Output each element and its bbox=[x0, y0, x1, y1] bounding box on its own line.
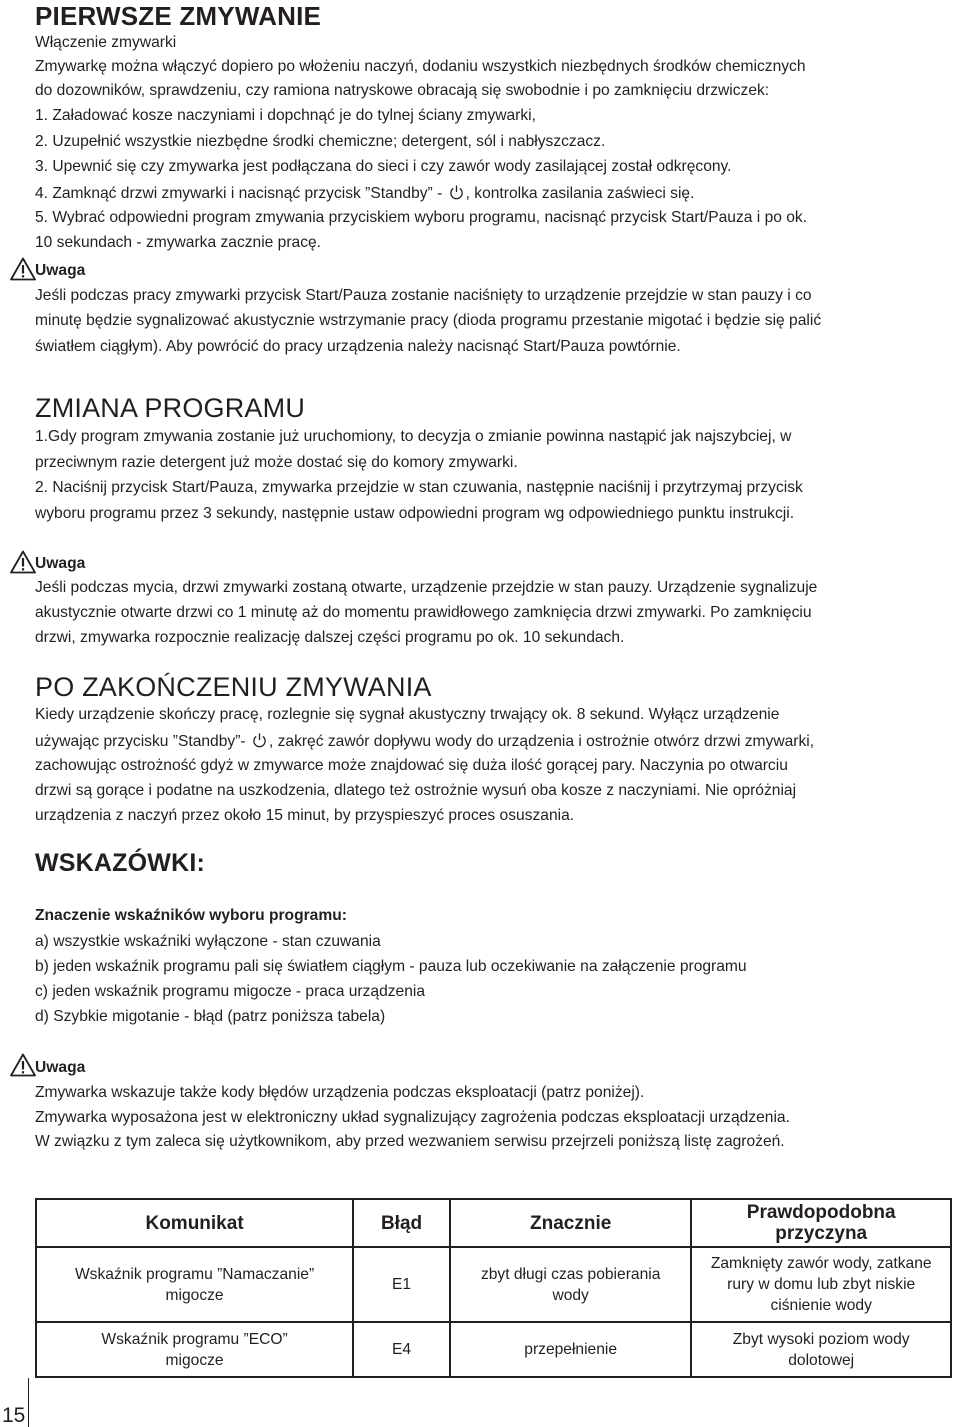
warning-text-line-2: akustycznie otwarte drzwi co 1 minutę aż do momentu prawidłowego zamknięcia drzwi zmywarki. Po zamknięciu bbox=[35, 604, 812, 621]
indicator-item-d: d) Szybkie migotanie - błąd (patrz poniższa tabela) bbox=[35, 1008, 386, 1025]
step-2: 2. Uzupełnić wszystkie niezbędne środki chemiczne; detergent, sól i nabłyszczacz. bbox=[35, 133, 606, 150]
meaning-cell: przepełnienie bbox=[450, 1322, 691, 1377]
indicator-item-b: b) jeden wskaźnik programu pali się światłem ciągłym - pauza lub oczekiwanie na załączenie programu bbox=[35, 958, 747, 975]
cause-cell bbox=[691, 1247, 951, 1322]
after-wash-line-3: zachowując ostrożność gdyż w zmywarce może znajdować się duża ilość gorącej pary. Naczynia po otwarciu bbox=[35, 757, 788, 774]
step-5-line-2: 10 sekundach - zmywarka zacznie pracę. bbox=[35, 234, 322, 251]
margin-rule bbox=[28, 1378, 29, 1427]
warning-text-line-3: W związku z tym zaleca się użytkownikom, aby przed wezwaniem serwisu przejrzeli poniższą listę zagrożeń. bbox=[35, 1133, 785, 1150]
message-line: migocze bbox=[165, 1351, 224, 1369]
indicator-item-a: a) wszystkie wskaźniki wyłączone - stan czuwania bbox=[35, 933, 381, 950]
cause-line: Zamknięty zawór wody, zatkane bbox=[710, 1255, 932, 1272]
after-wash-line-5: urządzenia z naczyń przez około 15 minut, by przyspieszyć proces osuszania. bbox=[35, 807, 575, 824]
power-icon bbox=[449, 184, 464, 200]
message-cell bbox=[36, 1247, 353, 1322]
program-change-p1-line-2: przeciwnym razie detergent już może dostać się do komory zmywarki. bbox=[35, 454, 518, 471]
warning-label: Uwaga bbox=[35, 262, 86, 279]
warning-text-line-2: Zmywarka wyposażona jest w elektroniczny układ sygnalizujący zagrożenia podczas eksploatacji urządzenia. bbox=[35, 1109, 790, 1126]
program-change-p2-line-1: 2. Naciśnij przycisk Start/Pauza, zmywarka przejdzie w stan czuwania, następnie naciśnij i przytrzymaj przycisk bbox=[35, 479, 803, 496]
after-wash-line-2-b: , zakręć zawór dopływu wody do urządzenia i ostrożnie otwórz drzwi zmywarki, bbox=[268, 733, 815, 750]
after-wash-line-1: Kiedy urządzenie skończy pracę, rozlegnie się sygnał akustyczny trwający ok. 8 sekund. Wyłącz urządzenie bbox=[35, 706, 780, 723]
warning-label: Uwaga bbox=[35, 555, 86, 572]
program-change-p1-line-1: 1.Gdy program zmywania zostanie już uruchomiony, to decyzja o zmianie powinna nastąpić jak najszybciej, w bbox=[35, 428, 792, 445]
header-error: Błąd bbox=[353, 1199, 450, 1247]
header-cause: Prawdopodobna przyczyna bbox=[691, 1199, 951, 1247]
warning-icon bbox=[10, 257, 36, 281]
program-change-p2-line-2: wyboru programu przez 3 sekundy, następnie ustaw odpowiedni program wg odpowiedniego punktu instrukcji. bbox=[35, 505, 795, 522]
meaning-line: zbyt długi czas pobierania bbox=[480, 1265, 661, 1283]
cause-line: Zbyt wysoki poziom wody bbox=[732, 1330, 910, 1348]
indicators-subheading: Znaczenie wskaźników wyboru programu: bbox=[35, 907, 347, 924]
meaning-cell bbox=[450, 1247, 691, 1322]
step-3: 3. Upewnić się czy zmywarka jest podłączana do sieci i czy zawór wody zasilającej został odkręcony. bbox=[35, 158, 732, 175]
cause-cell bbox=[691, 1322, 951, 1377]
step-4-text-a: 4. Zamknąć drzwi zmywarki i nacisnąć przycisk ”Standby” - bbox=[35, 185, 443, 202]
after-wash-line-2 bbox=[35, 732, 814, 750]
page-number: 15 bbox=[2, 1404, 26, 1427]
cause-line: rury w domu lub zbyt niskie bbox=[727, 1276, 916, 1293]
table-row bbox=[36, 1322, 951, 1377]
warning-text-line-1: Jeśli podczas mycia, drzwi zmywarki zostaną otwarte, urządzenie przejdzie w stan pauzy. Urządzenie sygnalizuje bbox=[35, 579, 818, 596]
indicator-item-c: c) jeden wskaźnik programu migocze - praca urządzenia bbox=[35, 983, 426, 1000]
table-header-row bbox=[36, 1199, 951, 1247]
meaning-line: wody bbox=[552, 1286, 589, 1304]
section-title-after-wash: PO ZAKOŃCZENIU ZMYWANIA bbox=[35, 672, 432, 702]
error-code-cell: E4 bbox=[353, 1322, 450, 1377]
message-cell bbox=[36, 1322, 353, 1377]
after-wash-line-2-a: używając przycisku ”Standby”- bbox=[35, 733, 246, 750]
section-title-first-wash: PIERWSZE ZMYWANIE bbox=[35, 1, 322, 31]
warning-text-line-2: minutę będzie sygnalizować akustycznie wstrzymanie pracy (dioda programu przestanie migotać i będzie się palić bbox=[35, 312, 822, 329]
header-message: Komunikat bbox=[36, 1199, 353, 1247]
section-title-program-change: ZMIANA PROGRAMU bbox=[35, 393, 306, 423]
intro-line-2: do dozowników, sprawdzeniu, czy ramiona natryskowe obracają się swobodnie i po zamknięciu drzwiczek: bbox=[35, 82, 770, 99]
header-meaning: Znacznie bbox=[450, 1199, 691, 1247]
warning-icon bbox=[10, 550, 36, 574]
warning-icon bbox=[10, 1053, 36, 1077]
warning-text-line-1: Jeśli podczas pracy zmywarki przycisk Start/Pauza zostanie naciśnięty to urządzenie przejdzie w stan pauzy i co bbox=[35, 287, 812, 304]
error-code-table bbox=[35, 1198, 952, 1378]
cause-line: ciśnienie wody bbox=[770, 1297, 872, 1314]
message-line: Wskaźnik programu ”ECO” bbox=[101, 1330, 288, 1348]
warning-text-line-3: światłem ciągłym). Aby powrócić do pracy urządzenia należy nacisnąć Start/Pauza powtórnie. bbox=[35, 338, 681, 355]
step-5-line-1: 5. Wybrać odpowiedni program zmywania przyciskiem wyboru programu, nacisnąć przycisk Start/Pauza i po ok. bbox=[35, 209, 808, 226]
message-line: migocze bbox=[165, 1286, 224, 1304]
warning-text-line-3: drzwi, zmywarka rozpocznie realizację dalszej części programu po ok. 10 sekundach. bbox=[35, 629, 625, 646]
section-title-tips: WSKAZÓWKI: bbox=[35, 849, 206, 877]
warning-text-line-1: Zmywarka wskazuje także kody błędów urządzenia podczas eksploatacji (patrz poniżej). bbox=[35, 1084, 645, 1101]
warning-label: Uwaga bbox=[35, 1059, 86, 1076]
intro-line-1: Zmywarkę można włączyć dopiero po włożeniu naczyń, dodaniu wszystkich niezbędnych środków chemicznych bbox=[35, 58, 806, 75]
power-icon bbox=[252, 732, 267, 748]
step-1: 1. Załadować kosze naczyniami i dopchnąć je do tylnej ściany zmywarki, bbox=[35, 107, 536, 124]
table-row bbox=[36, 1247, 951, 1322]
error-code-cell: E1 bbox=[353, 1247, 450, 1322]
cause-line: dolotowej bbox=[788, 1351, 855, 1369]
message-line: Wskaźnik programu ”Namaczanie” bbox=[74, 1265, 315, 1283]
after-wash-line-4: drzwi są gorące i podatne na uszkodzenia, dlatego też ostrożnie wysuń oba kosze z naczyniami. Nie opróżniaj bbox=[35, 782, 797, 799]
subtitle-turn-on: Włączenie zmywarki bbox=[35, 34, 177, 51]
step-4 bbox=[35, 184, 694, 202]
step-4-text-b: , kontrolka zasilania zaświeci się. bbox=[465, 185, 695, 202]
